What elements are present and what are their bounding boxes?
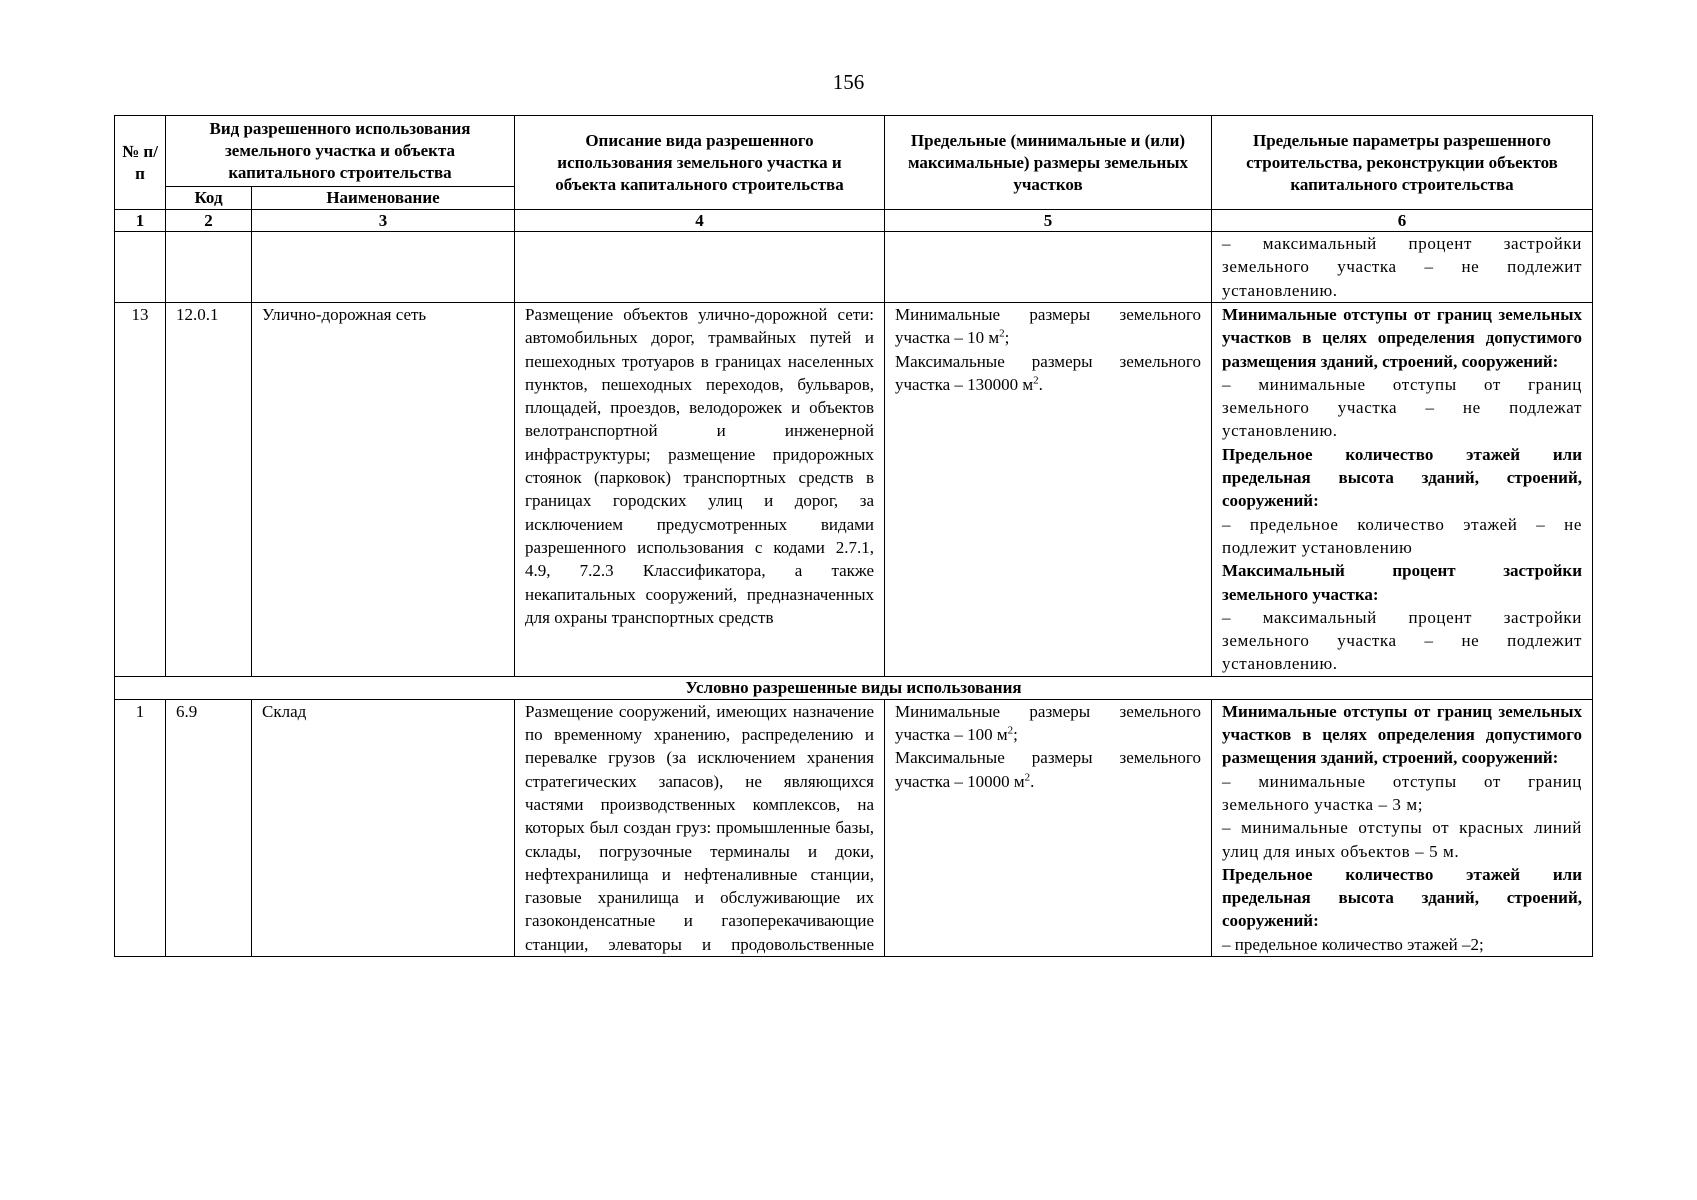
header-no: № п/п: [115, 116, 166, 210]
size-max-text: Максимальные размеры земельного участка – 10000 м: [895, 748, 1201, 791]
continuation-params: – максимальный процент застройки земельного участка – не подлежит установлению.: [1212, 232, 1593, 303]
row-description: Размещение сооружений, имеющих назначение по временному хранению, распределению и перевалке грузов (за исключением хранения стратегических запасов), не являющихся частями производственных комплексов, на которых был создан груз: промышленные базы, склады, погрузочные терминалы и доки, нефтехранилища и нефтеналивные станции, газовые хранилища и обслуживающие их газоконденсатные и газоперекачивающие станции, элеваторы и продовольственные: [515, 699, 885, 956]
table-row: [115, 699, 1593, 956]
row-code: 6.9: [166, 699, 252, 956]
row-number: 13: [115, 303, 166, 677]
row-name: Склад: [252, 699, 515, 956]
param-text: – минимальные отступы от красных линий улиц для иных объектов – 5 м.: [1222, 818, 1582, 861]
param-text: – максимальный процент застройки земельного участка – не подлежит установлению.: [1222, 607, 1582, 674]
header-params: Предельные параметры разрешенного строительства, реконструкции объектов капитального строительства: [1212, 116, 1593, 210]
land-use-table: [114, 115, 1593, 957]
section-row: [115, 676, 1593, 699]
param-heading: Минимальные отступы от границ земельных участков в целях определения допустимого размещения зданий, строений, сооружений:: [1222, 305, 1582, 371]
header-sizes: Предельные (минимальные и (или) максимальные) размеры земельных участков: [885, 116, 1212, 210]
header-code: Код: [166, 187, 252, 210]
row-sizes: Минимальные размеры земельного участка – 100 $м^2$; Максимальные размеры земельного участка – 10000 $м^2$.: [885, 699, 1212, 956]
row-sizes: Минимальные размеры земельного участка – 10 $м^2$; Максимальные размеры земельного участка – 130000 $м^2$.: [885, 303, 1212, 677]
param-heading: Предельное количество этажей или предельная высота зданий, строений, сооружений:: [1222, 864, 1582, 931]
column-number: 2: [166, 210, 252, 232]
column-number: 6: [1212, 210, 1593, 232]
param-text: – предельное количество этажей – не подлежит установлению: [1222, 514, 1582, 557]
size-min-text: Минимальные размеры земельного участка – 10 м: [895, 305, 1201, 348]
row-name: Улично-дорожная сеть: [252, 303, 515, 677]
param-heading: Предельное количество этажей или предельная высота зданий, строений, сооружений:: [1222, 444, 1582, 511]
param-text: – предельное количество этажей –2;: [1222, 934, 1484, 954]
row-params: [1212, 699, 1593, 956]
row-description: Размещение объектов улично-дорожной сети: автомобильных дорог, трамвайных путей и пешеходных тротуаров в границах населенных пунктов, пешеходных переходов, бульваров, площадей, проездов, велодорожек и объектов велотранспортной и инженерной инфраструктуры; размещение придорожных стоянок (парковок) транспортных средств в границах городских улиц и дорог, за исключением предусмотренных видами разрешенного использования с кодами 2.7.1, 4.9, 7.2.3 Классификатора, а также некапитальных сооружений, предназначенных для охраны транспортных средств: [515, 303, 885, 677]
table-row: [115, 303, 1593, 677]
row-code: 12.0.1: [166, 303, 252, 677]
header-name: Наименование: [252, 187, 515, 210]
size-min-text: Минимальные размеры земельного участка – 100 м: [895, 701, 1201, 745]
param-text: – минимальные отступы от границ земельного участка – не подлежат установлению.: [1222, 374, 1582, 441]
param-heading: Минимальные отступы от границ земельных участков в целях определения допустимого размещения зданий, строений, сооружений:: [1222, 701, 1582, 768]
header-vid: Вид разрешенного использования земельного участка и объекта капитального строительства: [166, 116, 515, 187]
row-number: 1: [115, 699, 166, 956]
continuation-row: [115, 232, 1593, 303]
param-text: – минимальные отступы от границ земельного участка – 3 м;: [1222, 771, 1582, 814]
size-max-text: Максимальные размеры земельного участка – 130000 м: [895, 351, 1201, 394]
page-number: 156: [832, 70, 865, 94]
header-description: Описание вида разрешенного использования земельного участка и объекта капитального строительства: [515, 116, 885, 210]
column-number: 1: [115, 210, 166, 232]
column-numbers-row: [115, 210, 1593, 232]
column-number: 3: [252, 210, 515, 232]
column-number: 5: [885, 210, 1212, 232]
section-title: Условно разрешенные виды использования: [115, 676, 1593, 699]
row-params: [1212, 303, 1593, 677]
param-heading: Максимальный процент застройки земельного участка:: [1222, 561, 1582, 604]
column-number: 4: [515, 210, 885, 232]
